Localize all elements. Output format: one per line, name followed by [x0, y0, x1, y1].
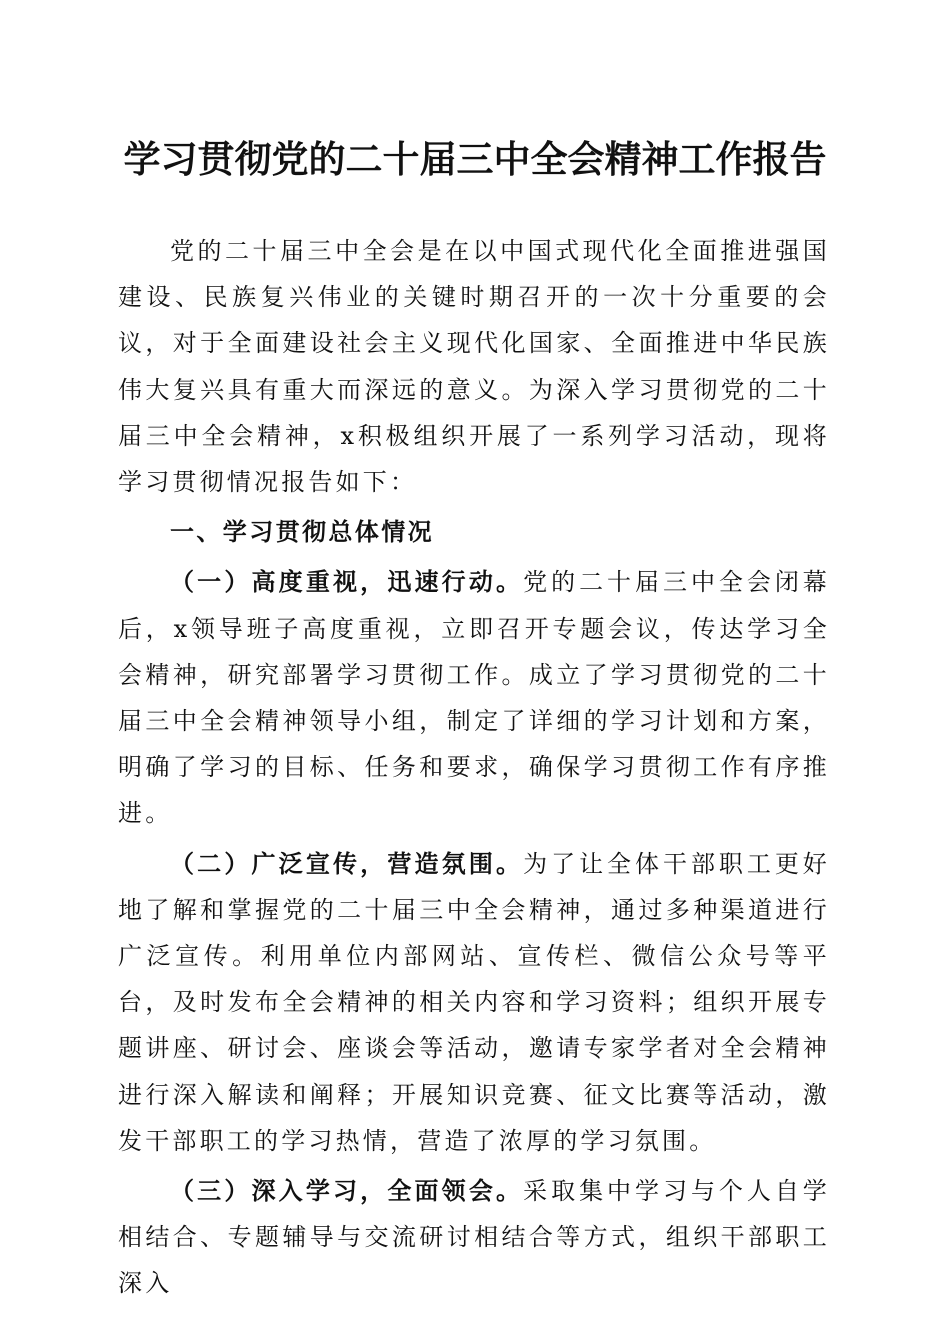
item-lead-2: （二）广泛宣传，营造氛围。 [170, 849, 524, 878]
item-lead-1: （一）高度重视，迅速行动。 [170, 568, 524, 597]
item-paragraph-2 [118, 841, 830, 1164]
document-body [118, 228, 830, 1307]
item-lead-3: （三）深入学习，全面领会。 [170, 1177, 524, 1206]
item-paragraph-1 [118, 559, 830, 836]
item-text-1: 党的二十届三中全会闭幕后，x领导班子高度重视，立即召开专题会议，传达学习全会精神，研究部署学习贯彻工作。成立了学习贯彻党的二十届三中全会精神领导小组，制定了详细的学习计划和方案，明确了学习的目标、任务和要求，确保学习贯彻工作有序推进。 [118, 568, 831, 828]
item-paragraph-3 [118, 1168, 830, 1307]
item-text-2: 为了让全体干部职工更好地了解和掌握党的二十届三中全会精神，通过多种渠道进行广泛宣传。利用单位内部网站、宣传栏、微信公众号等平台，及时发布全会精神的相关内容和学习资料；组织开展专题讲座、研讨会、座谈会等活动，邀请专家学者对全会精神进行深入解读和阐释；开展知识竞赛、征文比赛等活动，激发干部职工的学习热情，营造了浓厚的学习氛围。 [118, 849, 831, 1155]
section-heading-overall: 一、学习贯彻总体情况 [170, 518, 434, 547]
intro-paragraph: 党的二十届三中全会是在以中国式现代化全面推进强国建设、民族复兴伟业的关键时期召开的一次十分重要的会议，对于全面建设社会主义现代化国家、全面推进中华民族伟大复兴具有重大而深远的意义。为深入学习贯彻党的二十届三中全会精神，x积极组织开展了一系列学习活动，现将学习贯彻情况报告如下： [118, 237, 830, 497]
document-title: 学习贯彻党的二十届三中全会精神工作报告 [123, 138, 827, 181]
item-text-3: 采取集中学习与个人自学相结合、专题辅导与交流研讨相结合等方式，组织干部职工深入 [118, 1177, 831, 1298]
